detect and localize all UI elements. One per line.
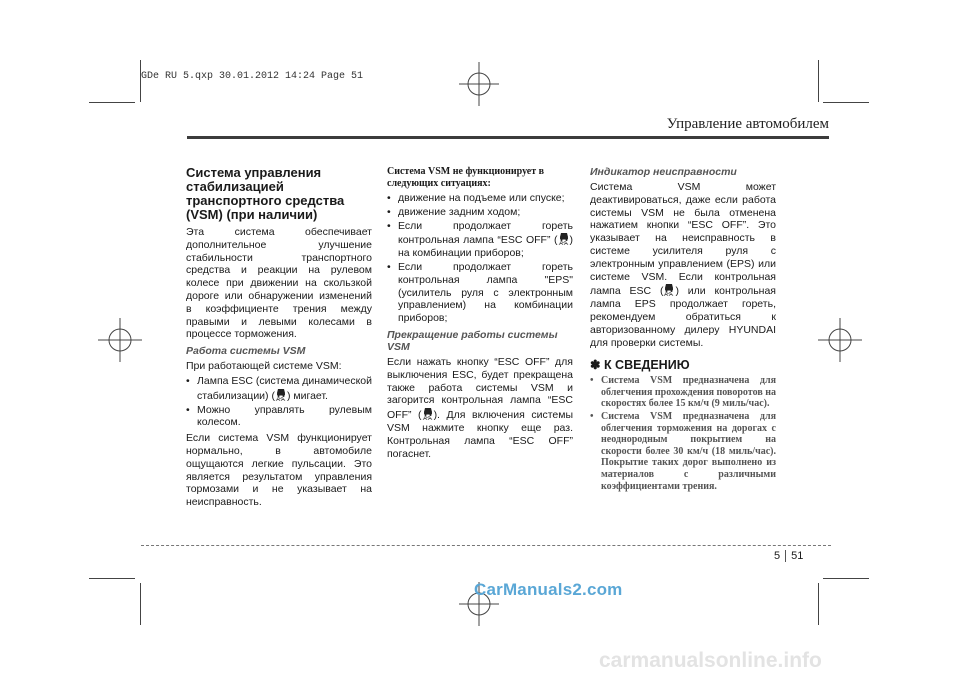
crop-mark	[89, 578, 135, 579]
vsm-operation-lead: При работающей системе VSM:	[186, 360, 342, 373]
registration-mark-left	[98, 318, 142, 362]
list-item: • Система VSM предназначена для облегчения торможения на дорогах с неоднородным покрытием на скорости более 30 км/ч (18 миль/час). Покрытие таких дорог выполнено из материалов с различными коэффициентами трения.	[590, 411, 776, 492]
crop-mark	[818, 60, 819, 102]
crop-mark	[823, 578, 869, 579]
chapter-number: 5	[774, 550, 786, 562]
vsm-stop-heading: Прекращение работы системы VSM	[387, 328, 558, 353]
vsm-operation-list	[186, 375, 372, 429]
list-item: • движение задним ходом;	[387, 206, 573, 219]
vsm-operation-heading: Работа системы VSM	[186, 345, 306, 358]
registration-mark-top	[457, 62, 501, 106]
vsm-stop-text: Если нажать кнопку “ESC OFF” для выключения ESC, будет прекращена также работа системы VSM и загорится контрольная лампа “ESC OFF” ( ). Для включения системы VSM нажмите кнопку еще раз. Контрольная лампа “ESC OFF” погаснет.	[387, 355, 573, 460]
watermark-text: carmanualsonline.info	[599, 649, 822, 672]
esc-indicator-icon	[663, 283, 675, 296]
caution-title: ✽ К СВЕДЕНИЮ	[590, 358, 690, 373]
page-number	[774, 550, 803, 562]
malfunction-text: Система VSM может деактивироваться, даже если работа системы VSM не была отменена нажатием кнопки “ESC OFF”. Это указывает на неисправность в системе усилителя руля с электронным управлением (EPS) или системе VSM. Если контрольная лампа ESC ( ) или контрольная лампа EPS продолжает гореть, рекомендуем обратиться к авторизованному дилеру HYUNDAI для проверки системы.	[590, 181, 776, 349]
list-item: • Система VSM предназначена для облегчения прохождения поворотов на скоростях более 15 км/ч (9 миль/час).	[590, 375, 776, 410]
vsm-inactive-heading: Система VSM не функционирует в следующих ситуациях:	[387, 166, 545, 189]
page-number-value: 51	[791, 550, 804, 562]
crop-mark	[89, 102, 135, 103]
column-1	[186, 166, 372, 511]
column-3	[590, 166, 776, 495]
crop-mark	[818, 583, 819, 625]
malfunction-heading: Индикатор неисправности	[590, 166, 737, 178]
vsm-heading: Система управления стабилизацией транспортного средства (VSM) (при наличии)	[186, 165, 345, 222]
esc-off-indicator-icon	[422, 407, 434, 420]
list-item: • Если продолжает гореть контрольная лампа "EPS" (усилитель руля с электронным управлением) на комбинации приборов;	[387, 261, 573, 325]
list-item: • Если продолжает гореть контрольная лампа “ESC OFF” ( ) на комбинации приборов;	[387, 220, 573, 260]
header-rule	[187, 136, 829, 139]
vsm-intro: Эта система обеспечивает дополнительное улучшение стабильности транспортного средства и реакции на рулевом колесе при движении на скользкой дороге или обнаружении изменений в коэффициенте трения между правыми и левыми колесами в процессе торможения.	[186, 226, 372, 341]
crop-mark	[823, 102, 869, 103]
print-slug: GDe RU 5.qxp 30.01.2012 14:24 Page 51	[141, 71, 364, 82]
caution-list	[590, 375, 776, 492]
column-2	[387, 166, 573, 462]
esc-off-indicator-icon	[558, 232, 570, 245]
list-item: • Лампа ESC (система динамической стабилизации) ( ) мигает.	[186, 375, 372, 403]
vsm-inactive-list	[387, 192, 573, 325]
registration-mark-right	[818, 318, 862, 362]
crop-mark	[140, 583, 141, 625]
list-item: • Можно управлять рулевым колесом.	[186, 404, 372, 430]
carmanuals-logo[interactable]: CarManuals2.com	[474, 580, 623, 599]
vsm-operation-outro: Если система VSM функционирует нормально, в автомобиле ощущаются легкие пульсации. Это является результатом управления тормозами и не указывает на неисправность.	[186, 432, 372, 509]
footer-dashed-rule	[141, 545, 831, 546]
list-item: • движение на подъеме или спуске;	[387, 192, 573, 205]
esc-skid-car-icon	[275, 388, 287, 401]
section-title: Управление автомобилем	[666, 116, 829, 132]
